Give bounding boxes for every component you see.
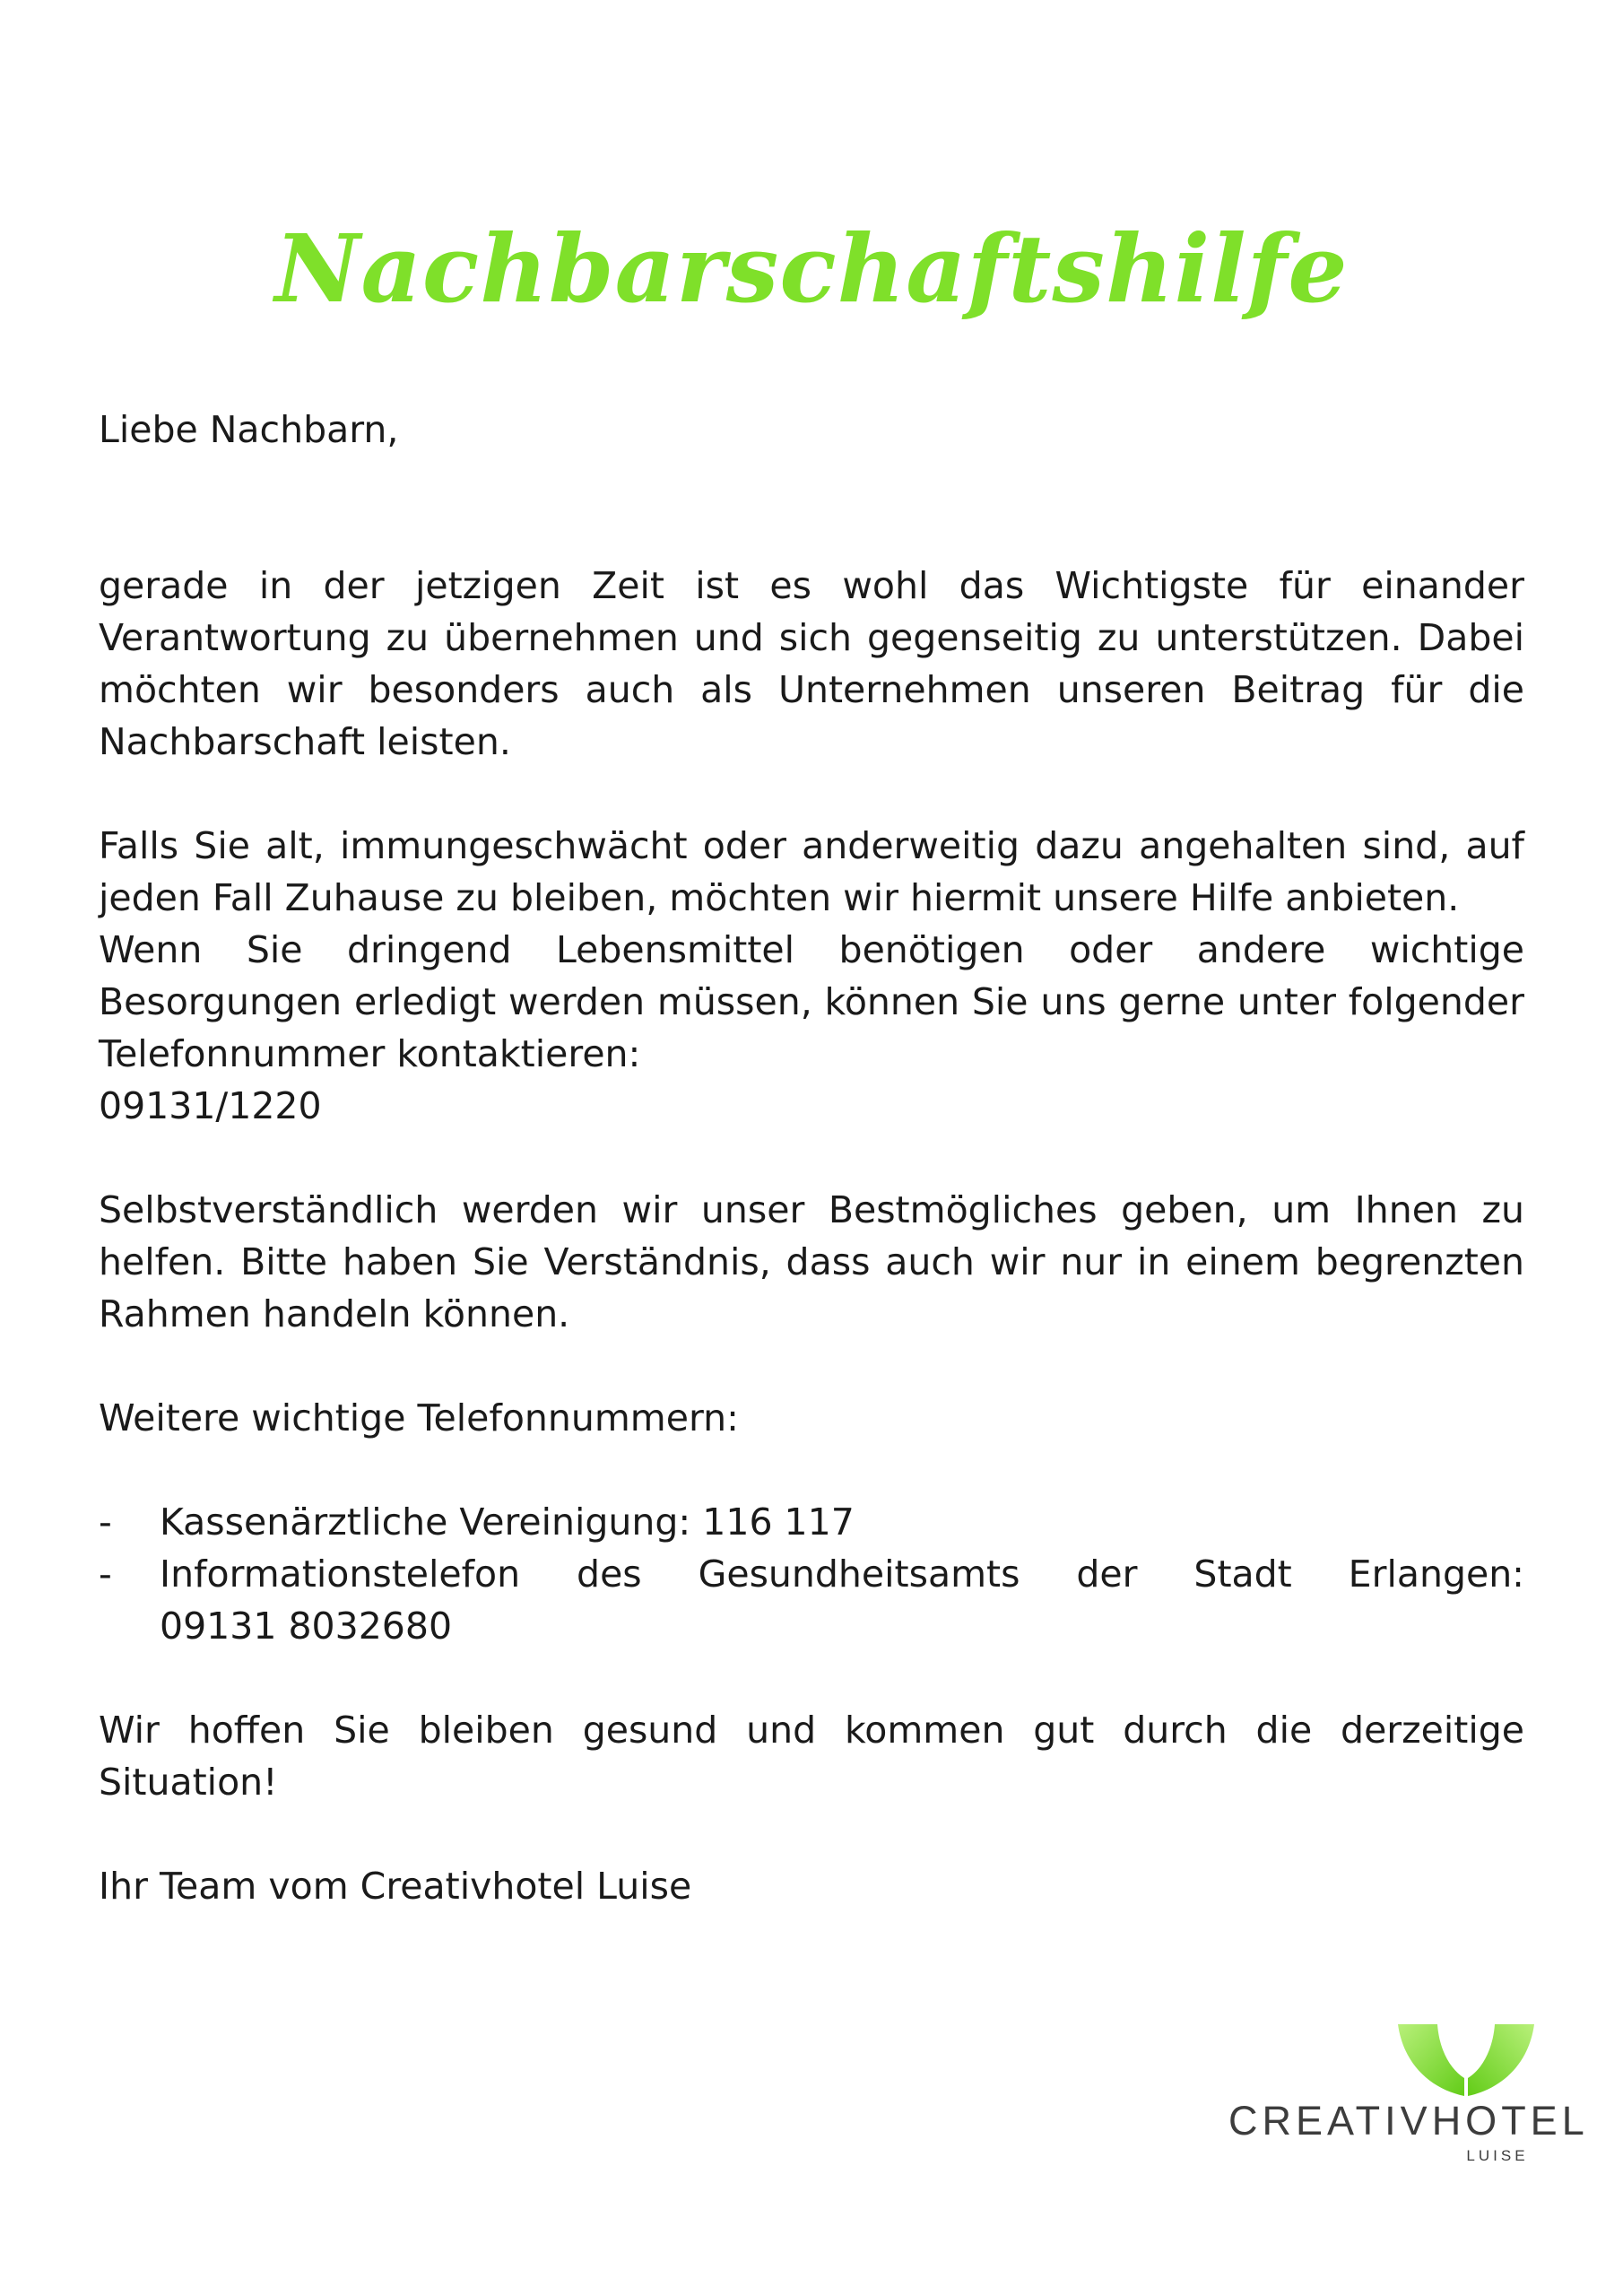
paragraph-intro: gerade in der jetzigen Zeit ist es wohl das Wichtigste für einander Verantwortung zu übernehmen und sich gegenseitig zu unterstützen. Dabei möchten wir besonders auch als Unternehmen unseren Beitrag für die Nachbarschaft leisten.: [99, 564, 1524, 763]
list-item-line: Informationstelefon des Gesundheitsamts der Stadt Erlangen:: [160, 1552, 1524, 1596]
logo-name: CREATIVHOTEL: [1228, 2098, 1589, 2144]
logo-subtitle: LUISE: [1466, 2147, 1529, 2164]
list-dash: -: [99, 1552, 112, 1596]
list-dash: -: [99, 1500, 112, 1544]
phone-number: 09131/1220: [99, 1084, 322, 1127]
signoff: Ihr Team vom Creativhotel Luise: [99, 1865, 692, 1908]
list-item-line: 09131 8032680: [160, 1605, 453, 1648]
phone-list: [99, 1496, 1524, 1652]
paragraph-commitment: Selbstverständlich werden wir unser Bestmögliches geben, um Ihnen zu helfen. Bitte haben Sie Verständnis, dass auch wir nur in einem begrenzten Rahmen handeln können.: [99, 1188, 1524, 1335]
paragraph-contact: Wenn Sie dringend Lebensmittel benötigen oder andere wichtige Besorgungen erledigt werden müssen, können Sie uns gerne unter folgender Telefonnummer kontaktieren:: [99, 928, 1524, 1075]
paragraph-offer: Falls Sie alt, immungeschwächt oder anderweitig dazu angehalten sind, auf jeden Fall Zuhause zu bleiben, möchten wir hiermit unsere Hilfe anbieten.: [99, 824, 1524, 919]
paragraph-wishes: Wir hoffen Sie bleiben gesund und kommen gut durch die derzeitige Situation!: [99, 1709, 1524, 1804]
paragraph-more-numbers: Weitere wichtige Telefonnummern:: [99, 1396, 739, 1439]
letter-body: [99, 404, 1524, 1912]
greeting: Liebe Nachbarn,: [99, 408, 399, 451]
page-title: Nachbarschaftshilfe: [274, 213, 1349, 324]
hotel-logo: [1228, 2022, 1587, 2166]
leaf-logo-icon: [1394, 2022, 1538, 2098]
list-item-text: [160, 1548, 1524, 1652]
list-item-text: Kassenärztliche Vereinigung: 116 117: [160, 1500, 855, 1544]
list-item: [99, 1548, 1524, 1652]
list-item: [99, 1496, 1524, 1548]
